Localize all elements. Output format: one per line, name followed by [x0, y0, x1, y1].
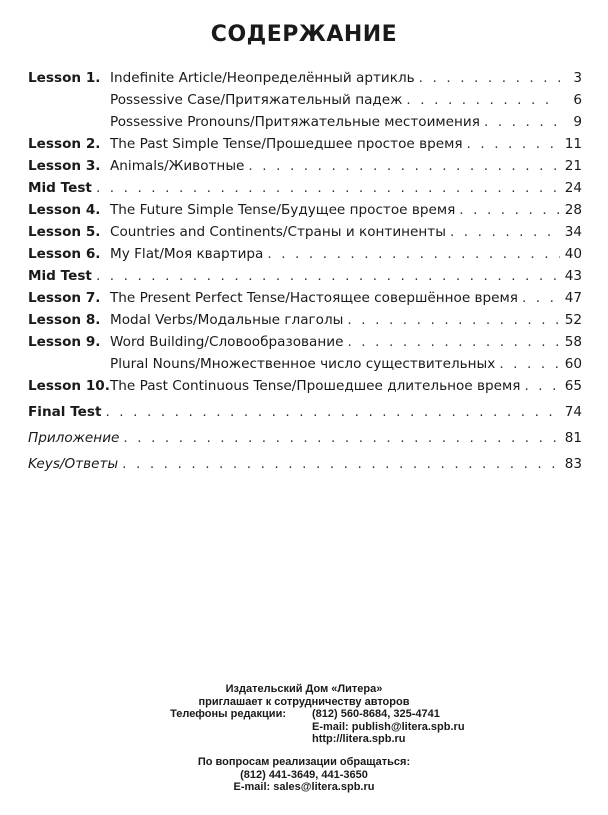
toc-entry-label: Lesson 2.: [28, 136, 101, 152]
toc-entry-label: Lesson 9.: [28, 334, 101, 350]
toc-entry-page: 60: [564, 356, 582, 372]
toc-entry-title: Plural Nouns/Множественное число существительных: [110, 356, 496, 372]
toc-entry-page: 21: [564, 158, 582, 174]
dot-leader: [96, 178, 560, 198]
dot-leader: [419, 68, 560, 88]
dot-leader: [522, 288, 560, 308]
website-link[interactable]: http://litera.spb.ru: [312, 733, 406, 746]
publisher-name: Издательский Дом «Литера»: [225, 683, 383, 695]
toc-entry-label: Mid Test: [28, 180, 92, 196]
toc-entry-page: 58: [564, 334, 582, 350]
dot-leader: [467, 134, 560, 154]
dot-leader: [347, 310, 560, 330]
toc-entry-page: 6: [573, 92, 582, 108]
phones-value: (812) 560-8684, 325-4741: [312, 708, 440, 721]
toc-entry-label: Lesson 3.: [28, 158, 101, 174]
toc-entry: [28, 354, 582, 374]
toc-entry-page: 9: [573, 114, 582, 130]
toc-entry-page: 65: [564, 378, 582, 394]
toc-entry: [28, 428, 582, 448]
toc-entry-title: Animals/Животные: [110, 158, 245, 174]
toc-entry-page: 74: [564, 404, 582, 420]
toc-entry-label: Приложение: [28, 430, 120, 446]
toc-entry: [28, 288, 582, 308]
toc-entry-title: Countries and Continents/Страны и континенты: [110, 224, 446, 240]
toc-entry-label: Mid Test: [28, 268, 92, 284]
dot-leader: [406, 90, 560, 110]
dot-leader: [96, 266, 560, 286]
email-link[interactable]: publish@litera.spb.ru: [351, 720, 465, 733]
toc-entry-title: Modal Verbs/Модальные глаголы: [110, 312, 344, 328]
dot-leader: [459, 200, 560, 220]
sales-heading: По вопросам реализации обращаться:: [197, 755, 411, 768]
toc-entry: [28, 112, 582, 132]
dot-leader: [248, 156, 560, 176]
phones-label: Телефоны редакции:: [170, 708, 286, 721]
toc-entry-page: 81: [564, 430, 582, 446]
toc-entry-title: Indefinite Article/Неопределённый артикль: [110, 70, 415, 86]
toc-entry-label: Lesson 8.: [28, 312, 101, 328]
toc-entry: [28, 332, 582, 352]
dot-leader: [347, 332, 560, 352]
toc-entry: [28, 266, 582, 286]
toc-entry-page: 34: [564, 224, 582, 240]
toc-entry-label: Lesson 5.: [28, 224, 101, 240]
toc-entry-title: Word Building/Словообразование: [110, 334, 344, 350]
toc-entry-title: The Past Continuous Tense/Прошедшее длительное время: [110, 378, 521, 394]
dot-leader: [450, 222, 560, 242]
toc-entry-title: The Present Perfect Tense/Настоящее совершённое время: [110, 290, 518, 306]
toc-entry-page: 3: [573, 70, 582, 86]
toc-entry-label: Lesson 4.: [28, 202, 101, 218]
toc-entry-label: Lesson 6.: [28, 246, 101, 262]
sales-phones: (812) 441-3649, 441-3650: [240, 768, 368, 781]
toc-entry-label: Lesson 7.: [28, 290, 101, 306]
dot-leader: [499, 354, 560, 374]
toc-entry-title: My Flat/Моя квартира: [110, 246, 264, 262]
toc-entry-page: 83: [564, 456, 582, 472]
toc-entry-page: 47: [564, 290, 582, 306]
toc-entry-title: The Past Simple Tense/Прошедшее простое время: [110, 136, 463, 152]
toc-entry-label: Lesson 1.: [28, 70, 101, 86]
toc-entry: [28, 178, 582, 198]
toc-entry: [28, 310, 582, 330]
toc-entry-title: The Future Simple Tense/Будущее простое время: [110, 202, 456, 218]
toc-entry-title: Possessive Case/Притяжательный падеж: [110, 92, 403, 108]
toc-entry: [28, 68, 582, 88]
page-title: СОДЕРЖАНИЕ: [210, 22, 398, 47]
toc-entry: [28, 200, 582, 220]
toc-entry-label: Final Test: [28, 404, 102, 420]
toc-entry: [28, 222, 582, 242]
toc-entry-label: Lesson 10.: [28, 378, 110, 394]
toc-entry-page: 24: [564, 180, 582, 196]
toc-entry-page: 28: [564, 202, 582, 218]
toc-entry: [28, 156, 582, 176]
publisher-info: [0, 683, 608, 794]
toc-entry-page: 11: [564, 136, 582, 152]
dot-leader: [267, 244, 560, 264]
dot-leader: [105, 402, 560, 422]
dot-leader: [524, 376, 560, 396]
publisher-invite: приглашает к сотрудничеству авторов: [198, 695, 410, 708]
toc-entry-title: Possessive Pronouns/Притяжательные местоимения: [110, 114, 480, 130]
toc-entry-page: 40: [564, 246, 582, 262]
sales-email-label: E-mail:: [233, 781, 271, 794]
toc-entry: [28, 244, 582, 264]
toc-entry: [28, 90, 582, 110]
dot-leader: [123, 428, 560, 448]
dot-leader: [484, 112, 560, 132]
email-line: [312, 721, 465, 734]
toc-entry-page: 52: [564, 312, 582, 328]
toc-entry: [28, 376, 582, 396]
email-label: E-mail:: [312, 720, 349, 733]
toc-entry-label: Keys/Ответы: [28, 456, 119, 472]
toc-entry: [28, 134, 582, 154]
sales-email-line: [0, 781, 608, 794]
sales-email-link[interactable]: sales@litera.spb.ru: [273, 781, 375, 794]
toc-entry: [28, 402, 582, 422]
dot-leader: [122, 454, 560, 474]
toc-entry: [28, 454, 582, 474]
toc-entry-page: 43: [564, 268, 582, 284]
